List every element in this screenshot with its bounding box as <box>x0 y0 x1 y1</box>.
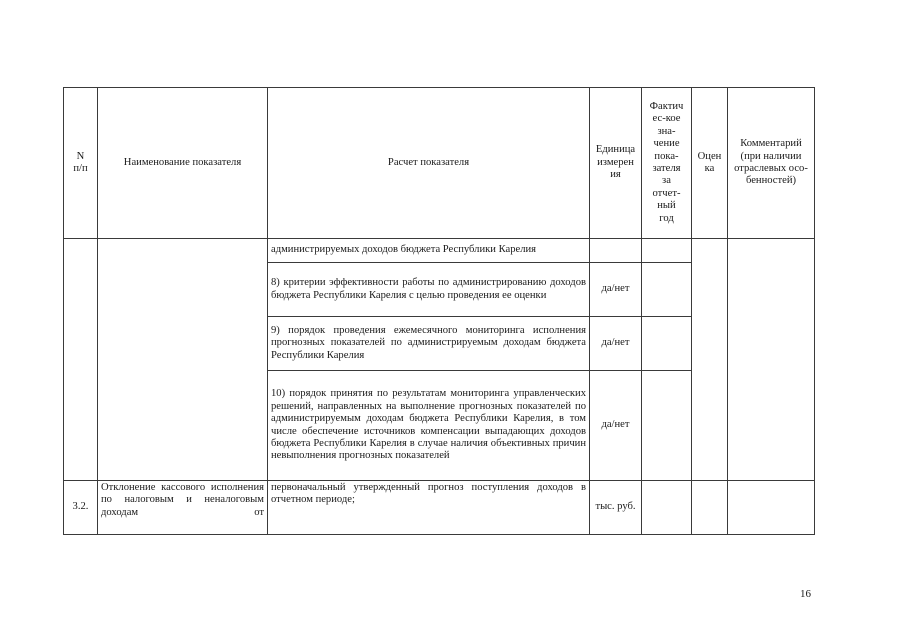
cell-num-empty <box>64 239 98 481</box>
header-num: N п/п <box>64 88 98 239</box>
header-comment: Комментарий (при наличии отраслевых осо- бенностей) <box>728 88 815 239</box>
header-score: Оцен ка <box>692 88 728 239</box>
table-row <box>64 239 815 263</box>
cell-unit: да/нет <box>590 371 642 481</box>
cell-fact <box>642 263 692 317</box>
header-unit: Единица измерен ия <box>590 88 642 239</box>
cell-name: Отклонение кассового исполнения по налоговым и неналоговым доходам от <box>98 481 268 535</box>
cell-fact <box>642 239 692 263</box>
cell-calc: 10) порядок принятия по результатам мониторинга управленческих решений, направленных на выполнение прогнозных показателей по администрируемым доходам бюджета Республики Карелия, в том числе обеспечение источников компенсации выпадающих доходов бюджета Республики Карелия в случае наличия объективных причин невыполнения прогнозных показателей <box>268 371 590 481</box>
cell-unit: да/нет <box>590 263 642 317</box>
cell-calc: первоначальный утвержденный прогноз поступления доходов в отчетном периоде; <box>268 481 590 535</box>
header-fact: Фактич ес-кое зна- чение пока- зателя за отчет- ный год <box>642 88 692 239</box>
header-calc: Расчет показателя <box>268 88 590 239</box>
cell-unit <box>590 239 642 263</box>
table-header-row <box>64 88 815 239</box>
cell-fact <box>642 371 692 481</box>
cell-calc: администрируемых доходов бюджета Республики Карелия <box>268 239 590 263</box>
header-name: Наименование показателя <box>98 88 268 239</box>
indicators-table <box>63 87 815 535</box>
cell-comment <box>728 481 815 535</box>
cell-score-empty <box>692 239 728 481</box>
cell-name-empty <box>98 239 268 481</box>
cell-fact <box>642 481 692 535</box>
cell-comment-empty <box>728 239 815 481</box>
cell-unit: тыс. руб. <box>590 481 642 535</box>
cell-unit: да/нет <box>590 317 642 371</box>
cell-fact <box>642 317 692 371</box>
page-number: 16 <box>800 588 811 600</box>
cell-score <box>692 481 728 535</box>
table-row-3-2 <box>64 481 815 535</box>
cell-calc: 8) критерии эффективности работы по администрированию доходов бюджета Республики Карелия с целью проведения ее оценки <box>268 263 590 317</box>
cell-calc: 9) порядок проведения ежемесячного мониторинга исполнения прогнозных показателей по администрируемым доходам бюджета Республики Карелия <box>268 317 590 371</box>
cell-num: 3.2. <box>64 481 98 535</box>
